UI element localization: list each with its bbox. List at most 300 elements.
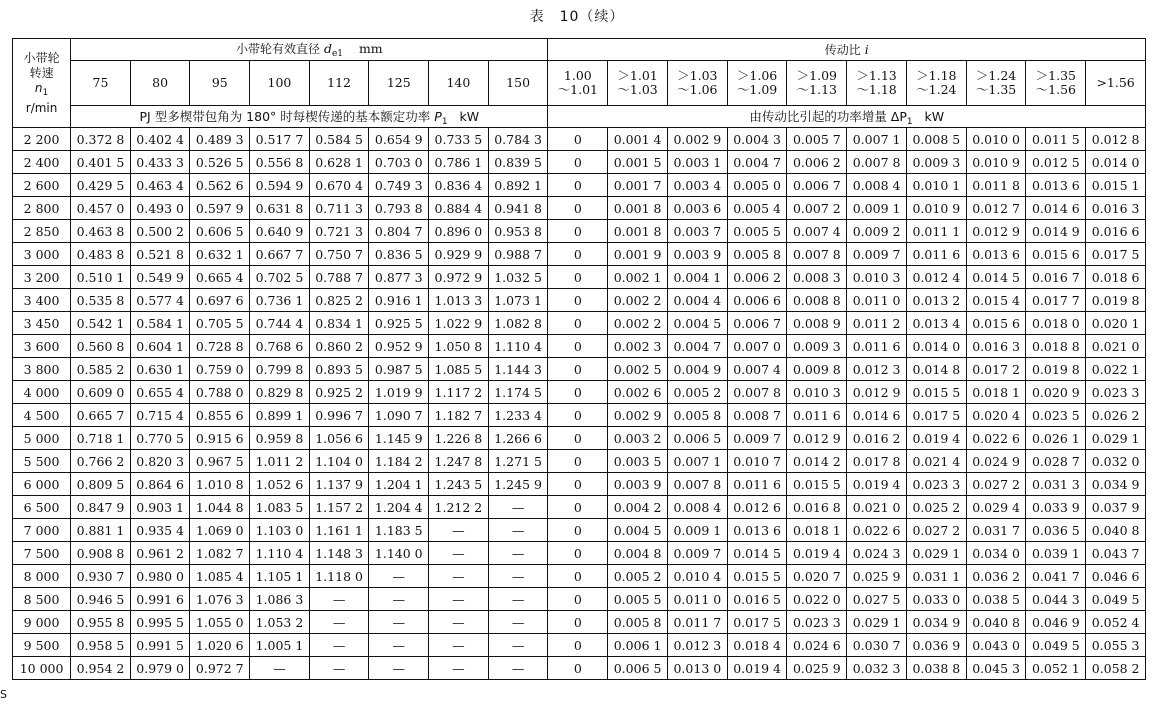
power-cell: 1.082 7: [190, 542, 250, 565]
increment-cell: 0.040 8: [1086, 519, 1146, 542]
increment-cell: 0: [548, 404, 608, 427]
power-cell: —: [488, 588, 548, 611]
increment-cell: 0.021 0: [847, 496, 907, 519]
increment-cell: 0.039 1: [1026, 542, 1086, 565]
power-cell: 1.053 2: [250, 611, 310, 634]
increment-cell: 0.016 2: [847, 427, 907, 450]
increment-cell: 0.038 5: [966, 588, 1026, 611]
increment-cell: 0: [548, 657, 608, 680]
increment-cell: 0.007 1: [667, 450, 727, 473]
table-row: [13, 588, 1146, 611]
increment-cell: 0: [548, 174, 608, 197]
increment-cell: 0: [548, 634, 608, 657]
speed-cell: 10 000: [13, 657, 71, 680]
increment-cell: 0.029 1: [847, 611, 907, 634]
increment-cell: 0.012 6: [727, 496, 787, 519]
power-cell: 0.930 7: [71, 565, 131, 588]
power-cell: 1.085 5: [429, 358, 489, 381]
increment-cell: 0.022 6: [966, 427, 1026, 450]
power-cell: 0.606 5: [190, 220, 250, 243]
increment-cell: 0.010 7: [727, 450, 787, 473]
increment-cell: 0.031 7: [966, 519, 1026, 542]
increment-cell: 0.030 7: [847, 634, 907, 657]
table-row: [13, 128, 1146, 151]
increment-cell: 0.004 1: [667, 266, 727, 289]
corner-line2: 转速: [29, 65, 54, 80]
power-cell: 0.996 7: [309, 404, 369, 427]
power-cell: 0.542 1: [71, 312, 131, 335]
increment-cell: 0.049 5: [1086, 588, 1146, 611]
increment-cell: 0.004 5: [667, 312, 727, 335]
increment-cell: 0.007 4: [787, 220, 847, 243]
increment-cell: 0.004 4: [667, 289, 727, 312]
power-cell: 1.157 2: [309, 496, 369, 519]
table-row: [13, 335, 1146, 358]
increment-cell: 0.029 4: [966, 496, 1026, 519]
power-cell: 0.836 5: [369, 243, 429, 266]
increment-cell: 0.019 4: [787, 542, 847, 565]
increment-cell: 0: [548, 519, 608, 542]
ratio-range-line: ～1.01: [557, 82, 599, 97]
ratio-range-line: ～1.13: [796, 82, 838, 97]
speed-cell: 4 500: [13, 404, 71, 427]
increment-cell: 0.022 6: [847, 519, 907, 542]
increment-cell: 0.023 3: [1086, 381, 1146, 404]
power-cell: 0.839 5: [488, 151, 548, 174]
power-cell: —: [250, 657, 310, 680]
power-cell: 0.402 4: [130, 128, 190, 151]
increment-cell: 0.015 1: [1086, 174, 1146, 197]
power-cell: 1.212 2: [429, 496, 489, 519]
power-cell: —: [488, 565, 548, 588]
power-cell: 0.631 8: [250, 197, 310, 220]
power-cell: 0.630 1: [130, 358, 190, 381]
increment-cell: 0.037 9: [1086, 496, 1146, 519]
power-cell: 0.860 2: [309, 335, 369, 358]
increment-cell: 0: [548, 427, 608, 450]
increment-cell: 0.034 0: [966, 542, 1026, 565]
increment-cell: 0.027 5: [847, 588, 907, 611]
increment-cell: 0.003 5: [608, 450, 668, 473]
power-cell: 1.083 5: [250, 496, 310, 519]
increment-cell: 0: [548, 565, 608, 588]
power-cell: 1.226 8: [429, 427, 489, 450]
speed-cell: 9 000: [13, 611, 71, 634]
power-cell: 1.110 4: [488, 335, 548, 358]
power-cell: 1.005 1: [250, 634, 310, 657]
speed-cell: 3 600: [13, 335, 71, 358]
increment-cell: 0.003 9: [608, 473, 668, 496]
power-cell: —: [429, 611, 489, 634]
increment-cell: 0.006 6: [727, 289, 787, 312]
increment-cell: 0.012 8: [1086, 128, 1146, 151]
increment-cell: 0.058 2: [1086, 657, 1146, 680]
power-cell: 0.793 8: [369, 197, 429, 220]
power-cell: 0.903 1: [130, 496, 190, 519]
increment-cell: 0.020 1: [1086, 312, 1146, 335]
column-header-row: [13, 61, 1146, 106]
increment-cell: 0.004 2: [608, 496, 668, 519]
increment-cell: 0: [548, 266, 608, 289]
increment-cell: 0.016 3: [966, 335, 1026, 358]
power-cell: —: [429, 542, 489, 565]
power-cell: 1.140 0: [369, 542, 429, 565]
increment-cell: 0.012 9: [847, 381, 907, 404]
power-cell: 0.979 0: [130, 657, 190, 680]
table-row: [13, 266, 1146, 289]
diameter-header: 140: [429, 61, 489, 106]
increment-cell: 0.031 3: [1026, 473, 1086, 496]
increment-cell: 0.001 5: [608, 151, 668, 174]
speed-cell: 2 850: [13, 220, 71, 243]
power-cell: 0.705 5: [190, 312, 250, 335]
increment-cell: 0.001 7: [608, 174, 668, 197]
power-cell: 0.632 1: [190, 243, 250, 266]
increment-cell: 0.001 9: [608, 243, 668, 266]
speed-cell: 4 000: [13, 381, 71, 404]
increment-cell: 0: [548, 197, 608, 220]
increment-cell: 0.038 8: [906, 657, 966, 680]
increment-cell: 0.007 4: [727, 358, 787, 381]
increment-cell: 0.002 1: [608, 266, 668, 289]
table-row: [13, 542, 1146, 565]
diameter-header: 112: [309, 61, 369, 106]
increment-cell: 0.008 5: [906, 128, 966, 151]
power-cell: 0.991 6: [130, 588, 190, 611]
power-cell: 1.090 7: [369, 404, 429, 427]
increment-cell: 0.010 4: [667, 565, 727, 588]
power-cell: 0.896 0: [429, 220, 489, 243]
increment-cell: 0.014 9: [1026, 220, 1086, 243]
power-cell: 0.847 9: [71, 496, 131, 519]
increment-cell: 0.027 2: [966, 473, 1026, 496]
increment-cell: 0.019 4: [727, 657, 787, 680]
increment-cell: 0: [548, 151, 608, 174]
increment-cell: 0.012 3: [847, 358, 907, 381]
increment-cell: 0.002 5: [608, 358, 668, 381]
increment-cell: 0.004 5: [608, 519, 668, 542]
power-cell: 1.076 3: [190, 588, 250, 611]
ratio-range-header: [966, 61, 1026, 106]
table-row: [13, 634, 1146, 657]
power-cell: —: [488, 611, 548, 634]
increment-cell: 0.017 7: [1026, 289, 1086, 312]
increment-cell: 0.023 5: [1026, 404, 1086, 427]
increment-cell: 0.003 9: [667, 243, 727, 266]
power-cell: 1.148 3: [309, 542, 369, 565]
increment-cell: 0.031 1: [906, 565, 966, 588]
power-cell: —: [369, 611, 429, 634]
increment-cell: 0.016 8: [787, 496, 847, 519]
power-cell: 0.655 4: [130, 381, 190, 404]
table-row: [13, 243, 1146, 266]
power-cell: 1.245 9: [488, 473, 548, 496]
power-cell: 0.958 5: [71, 634, 131, 657]
increment-cell: 0: [548, 473, 608, 496]
increment-cell: 0.001 8: [608, 220, 668, 243]
table-row: [13, 358, 1146, 381]
power-cell: —: [488, 519, 548, 542]
increment-cell: 0.024 6: [787, 634, 847, 657]
power-cell: 0.535 8: [71, 289, 131, 312]
increment-cell: 0: [548, 128, 608, 151]
increment-cell: 0.025 9: [847, 565, 907, 588]
power-cell: 1.144 3: [488, 358, 548, 381]
increment-cell: 0.012 4: [906, 266, 966, 289]
increment-cell: 0.018 4: [727, 634, 787, 657]
power-cell: 1.069 0: [190, 519, 250, 542]
increment-cell: 0.015 5: [787, 473, 847, 496]
increment-cell: 0.007 0: [727, 335, 787, 358]
increment-cell: 0.001 4: [608, 128, 668, 151]
power-cell: 0.749 3: [369, 174, 429, 197]
power-cell: 1.271 5: [488, 450, 548, 473]
diameter-header: 100: [250, 61, 310, 106]
increment-cell: 0.009 7: [727, 427, 787, 450]
power-cell: —: [488, 496, 548, 519]
power-cell: 0.594 9: [250, 174, 310, 197]
increment-cell: 0.013 6: [966, 243, 1026, 266]
power-cell: 1.161 1: [309, 519, 369, 542]
increment-cell: 0.017 5: [906, 404, 966, 427]
power-cell: 0.972 9: [429, 266, 489, 289]
increment-cell: 0: [548, 542, 608, 565]
power-cell: 0.609 0: [71, 381, 131, 404]
increment-cell: 0.011 6: [906, 243, 966, 266]
ratio-range-header: [787, 61, 847, 106]
power-cell: 0.549 9: [130, 266, 190, 289]
power-cell: 0.718 1: [71, 427, 131, 450]
increment-cell: 0.055 3: [1086, 634, 1146, 657]
increment-cell: 0.033 0: [906, 588, 966, 611]
power-cell: 0.829 8: [250, 381, 310, 404]
power-cell: 0.864 6: [130, 473, 190, 496]
ratio-range-header: [727, 61, 787, 106]
power-cell: 0.825 2: [309, 289, 369, 312]
power-cell: 0.959 8: [250, 427, 310, 450]
power-cell: 0.770 5: [130, 427, 190, 450]
power-cell: —: [369, 565, 429, 588]
power-cell: 0.463 8: [71, 220, 131, 243]
increment-cell: 0.026 1: [1026, 427, 1086, 450]
increment-cell: 0.011 6: [727, 473, 787, 496]
power-cell: —: [488, 542, 548, 565]
speed-cell: 6 500: [13, 496, 71, 519]
table-row: [13, 312, 1146, 335]
increment-cell: 0.014 5: [727, 542, 787, 565]
power-rating-table: [12, 38, 1146, 680]
power-cell: 0.489 3: [190, 128, 250, 151]
power-cell: 0.703 0: [369, 151, 429, 174]
power-cell: 0.972 7: [190, 657, 250, 680]
power-cell: 0.967 5: [190, 450, 250, 473]
power-cell: 0.372 8: [71, 128, 131, 151]
speed-cell: 3 450: [13, 312, 71, 335]
power-cell: 0.584 1: [130, 312, 190, 335]
increment-cell: 0.013 0: [667, 657, 727, 680]
power-cell: 0.893 5: [309, 358, 369, 381]
increment-cell: 0.033 9: [1026, 496, 1086, 519]
ratio-range-line: ～1.09: [736, 82, 778, 97]
power-cell: 0.521 8: [130, 243, 190, 266]
power-cell: 0.585 2: [71, 358, 131, 381]
power-cell: 1.118 0: [309, 565, 369, 588]
increment-cell: 0: [548, 243, 608, 266]
power-cell: —: [369, 588, 429, 611]
power-cell: 1.104 0: [309, 450, 369, 473]
power-cell: 1.056 6: [309, 427, 369, 450]
power-cell: 0.560 8: [71, 335, 131, 358]
power-cell: 0.941 8: [488, 197, 548, 220]
power-cell: 1.013 3: [429, 289, 489, 312]
power-cell: 0.916 1: [369, 289, 429, 312]
power-cell: —: [488, 657, 548, 680]
power-cell: 1.117 2: [429, 381, 489, 404]
power-cell: —: [429, 565, 489, 588]
speed-cell: 9 500: [13, 634, 71, 657]
increment-cell: 0: [548, 381, 608, 404]
increment-cell: 0.005 8: [608, 611, 668, 634]
increment-cell: 0.040 8: [966, 611, 1026, 634]
power-cell: 0.728 8: [190, 335, 250, 358]
ratio-range-line: ＞1.35: [1035, 68, 1077, 83]
increment-cell: 0.016 6: [1086, 220, 1146, 243]
increment-cell: 0.009 3: [906, 151, 966, 174]
power-cell: 0.804 7: [369, 220, 429, 243]
power-cell: 0.784 3: [488, 128, 548, 151]
power-cell: 0.855 6: [190, 404, 250, 427]
increment-cell: 0.011 0: [847, 289, 907, 312]
increment-cell: 0.012 5: [1026, 151, 1086, 174]
increment-cell: 0.046 9: [1026, 611, 1086, 634]
power-cell: 0.667 7: [250, 243, 310, 266]
power-cell: 0.908 8: [71, 542, 131, 565]
power-cell: 1.105 1: [250, 565, 310, 588]
ratio-range-header: [667, 61, 727, 106]
increment-cell: 0.041 7: [1026, 565, 1086, 588]
increment-cell: 0: [548, 220, 608, 243]
power-cell: 0.759 0: [190, 358, 250, 381]
speed-cell: 3 400: [13, 289, 71, 312]
increment-cell: 0.014 2: [787, 450, 847, 473]
speed-cell: 2 600: [13, 174, 71, 197]
increment-cell: 0: [548, 312, 608, 335]
increment-cell: 0.016 7: [1026, 266, 1086, 289]
ratio-group-header: 传动比 i: [548, 39, 1146, 61]
increment-cell: 0.015 5: [727, 565, 787, 588]
table-row: [13, 450, 1146, 473]
speed-cell: 5 000: [13, 427, 71, 450]
power-cell: 0.433 3: [130, 151, 190, 174]
power-cell: 0.877 3: [369, 266, 429, 289]
power-cell: —: [429, 657, 489, 680]
ratio-range-header: [548, 61, 608, 106]
power-cell: 0.526 5: [190, 151, 250, 174]
increment-cell: 0.019 4: [906, 427, 966, 450]
increment-cell: 0.016 5: [727, 588, 787, 611]
power-cell: 1.233 4: [488, 404, 548, 427]
power-cell: 0.881 1: [71, 519, 131, 542]
increment-cell: 0.004 7: [727, 151, 787, 174]
power-cell: 0.786 1: [429, 151, 489, 174]
power-subheader: PJ 型多楔带包角为 180° 时每楔传递的基本额定功率 $P_1$ kW: [71, 106, 548, 128]
power-cell: 0.961 2: [130, 542, 190, 565]
power-cell: 0.463 4: [130, 174, 190, 197]
increment-cell: 0.008 8: [787, 289, 847, 312]
speed-cell: 2 400: [13, 151, 71, 174]
table-row: [13, 220, 1146, 243]
increment-cell: 0.008 7: [727, 404, 787, 427]
ratio-range-line: ＞1.24: [975, 68, 1017, 83]
power-cell: 1.243 5: [429, 473, 489, 496]
power-cell: 0.946 5: [71, 588, 131, 611]
increment-cell: 0.052 4: [1086, 611, 1146, 634]
ratio-range-line: ～1.06: [677, 82, 718, 97]
increment-cell: 0.008 9: [787, 312, 847, 335]
increment-cell: 0: [548, 588, 608, 611]
increment-cell: 0.011 2: [847, 312, 907, 335]
ratio-range-line: ～1.03: [617, 82, 658, 97]
power-cell: 0.500 2: [130, 220, 190, 243]
increment-cell: 0.023 3: [787, 611, 847, 634]
table-row: [13, 289, 1146, 312]
table-row: [13, 427, 1146, 450]
increment-cell: 0.017 2: [966, 358, 1026, 381]
increment-cell: 0.046 6: [1086, 565, 1146, 588]
increment-cell: 0.009 3: [787, 335, 847, 358]
increment-cell: 0.034 9: [1086, 473, 1146, 496]
increment-cell: 0.013 6: [727, 519, 787, 542]
power-cell: 0.892 1: [488, 174, 548, 197]
power-cell: 0.820 3: [130, 450, 190, 473]
increment-cell: 0.029 1: [1086, 427, 1146, 450]
table-row: [13, 657, 1146, 680]
increment-cell: 0.026 2: [1086, 404, 1146, 427]
power-cell: 0.697 6: [190, 289, 250, 312]
ratio-range-line: ～1.56: [1035, 82, 1077, 97]
increment-cell: 0.002 9: [667, 128, 727, 151]
increment-cell: 0.010 1: [906, 174, 966, 197]
power-cell: 0.654 9: [369, 128, 429, 151]
power-cell: 0.788 7: [309, 266, 369, 289]
power-cell: 0.733 5: [429, 128, 489, 151]
ratio-range-line: ～1.24: [916, 82, 957, 97]
increment-cell: 0.022 0: [787, 588, 847, 611]
increment-cell: 0.025 9: [787, 657, 847, 680]
power-cell: 1.085 4: [190, 565, 250, 588]
increment-cell: 0.010 0: [966, 128, 1026, 151]
power-cell: 0.995 5: [130, 611, 190, 634]
power-cell: 1.204 1: [369, 473, 429, 496]
increment-cell: 0.010 9: [906, 197, 966, 220]
increment-cell: 0.021 4: [906, 450, 966, 473]
corner-unit: r/min: [25, 100, 58, 115]
power-cell: 0.836 4: [429, 174, 489, 197]
increment-cell: 0.043 0: [966, 634, 1026, 657]
power-cell: 0.628 1: [309, 151, 369, 174]
table-row: [13, 197, 1146, 220]
increment-cell: 0.009 7: [667, 542, 727, 565]
increment-cell: 0.017 5: [727, 611, 787, 634]
table-row: [13, 565, 1146, 588]
power-cell: —: [309, 588, 369, 611]
increment-cell: 0.009 8: [787, 358, 847, 381]
increment-cell: 0.011 7: [667, 611, 727, 634]
power-cell: —: [309, 657, 369, 680]
increment-cell: 0.014 6: [1026, 197, 1086, 220]
power-cell: 0.834 1: [309, 312, 369, 335]
increment-cell: 0.032 0: [1086, 450, 1146, 473]
